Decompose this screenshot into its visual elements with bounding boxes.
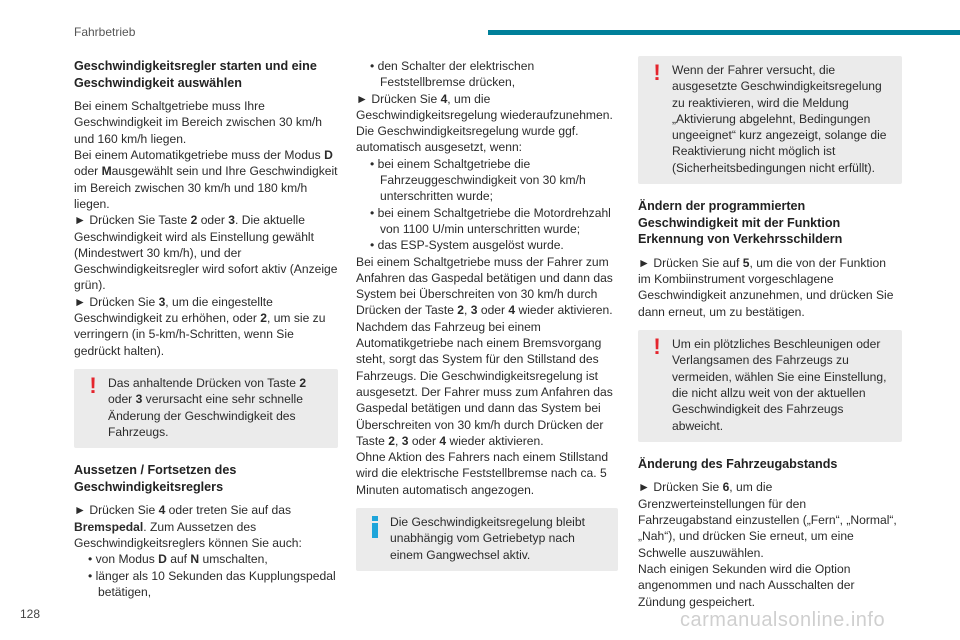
paragraph-start	[74, 98, 338, 359]
column-middle	[356, 58, 618, 585]
heading-start-cruise-control: Geschwindigkeitsregler starten und eine Geschwindigkeit auswählen	[74, 59, 317, 90]
list-item-parking-brake: • den Schalter der elektrischen Feststellbremse drücken,	[370, 59, 535, 90]
warning-note-sudden-acceleration	[638, 330, 902, 442]
heading-suspend-resume: Aussetzen / Fortsetzen des Geschwindigkeitsreglers	[74, 463, 237, 494]
paragraph-distance: ► Drücken Sie 6, um die Grenzwerteinstellungen für den Fahrzeugabstand einzustellen („Fern“, „Normal“, „Nah“), und drücken Sie erneut, um eine Schwelle auszuwählen. Nach einigen Sekunden wird die Option angenommen und nach Ausschalten der Zündung gespeichert.	[638, 479, 902, 609]
warning-note-text: Das anhaltende Drücken von Taste 2 oder 3 verursacht eine sehr schnelle Änderung der Geschwindigkeit des Fahrzeugs.	[108, 375, 307, 439]
paragraph-suspend: ► Drücken Sie 4 oder treten Sie auf das Bremspedal. Zum Aussetzen des Geschwindigkeitsreglers können Sie auch: • von Modus D auf N umschalten, • länger als 10 Sekunden das Kupplungspedal betätigen,	[74, 502, 338, 600]
heading-traffic-sign-speed: Ändern der programmierten Geschwindigkeit mit der Funktion Erkennung von Verkehrsschildern	[638, 199, 843, 247]
list-item-speed-below: • bei einem Schaltgetriebe die Fahrzeuggeschwindigkeit von 30 km/h unterschritten wurde;	[370, 156, 586, 204]
exclamation-icon: !	[89, 372, 97, 398]
list-item-mode-d-n: • von Modus D auf N umschalten,	[88, 552, 268, 567]
warning-note-continuous-press	[74, 369, 338, 448]
list-item-esp: • das ESP-System ausgelöst wurde.	[370, 238, 564, 253]
info-icon	[368, 516, 382, 538]
exclamation-icon: !	[653, 60, 661, 85]
text-manual-restart: Bei einem Schaltgetriebe muss der Fahrer zum Anfahren das Gaspedal betätigen und dann das System bei Überschreiten von 30 km/h durch Drücken der Taste 2, 3 oder 4 wieder aktivieren.	[356, 254, 613, 318]
text-press-button-3: ► Drücken Sie 3, um die eingestellte Geschwindigkeit zu erhöhen, oder 2, um sie zu verringern (in 5-km/h-Schritten, wenn Sie gedrückt halten).	[74, 294, 326, 358]
warning-note-reactivation	[638, 56, 902, 184]
section-header: Fahrbetrieb	[74, 25, 136, 39]
info-note-gear-change	[356, 508, 618, 571]
text-auto-suspended: Die Geschwindigkeitsregelung wurde ggf. automatisch ausgesetzt, wenn:	[356, 124, 579, 155]
watermark: carmanualsonline.info	[680, 609, 886, 631]
text-press-button-2-3: ► Drücken Sie Taste 2 oder 3. Die aktuelle Geschwindigkeit wird als Einstellung gewählt (Mindestwert 30 km/h), und der Geschwindigkeitsregler wird sofort aktiv (Anzeige grün).	[74, 213, 338, 293]
warning-note-text: Um ein plötzliches Beschleunigen oder Verlangsamen des Fahrzeugs zu vermeiden, wählen Sie eine Einstellung, die nicht allzu weit von der aktuellen Geschwindigkeit des Fahrzeugs abweicht.	[672, 337, 887, 433]
column-right	[638, 58, 902, 618]
column-left	[74, 58, 338, 608]
header-accent-bar	[488, 30, 960, 35]
list-item-clutch: • länger als 10 Sekunden das Kupplungspedal betätigen,	[88, 568, 336, 599]
info-note-text: Die Geschwindigkeitsregelung bleibt unabhängig vom Getriebetyp nach einem Gangwechsel aktiv.	[390, 515, 585, 562]
text-automatic-gearbox: Bei einem Automatikgetriebe muss der Modus D oder Mausgewählt sein und Ihre Geschwindigkeit im Bereich zwischen 30 km/h und 180 km/h liegen.	[74, 148, 338, 211]
text-press-4: ► Drücken Sie 4, um die Geschwindigkeitsregelung wiederaufzunehmen.	[356, 91, 613, 122]
warning-note-text: Wenn der Fahrer versucht, die ausgesetzte Geschwindigkeitsregelung zu reaktivieren, wird die Meldung „Aktivierung abgelehnt, Bedingungen ungeeignet“ kurz angezeigt, solange die Reaktivierung nicht möglich ist (Sicherheitsbedingungen nicht erfüllt).	[672, 63, 887, 175]
paragraph-press-5: ► Drücken Sie auf 5, um die von der Funktion im Kombiinstrument vorgeschlagene Geschwindigkeit anzunehmen, und drücken Sie dann erneut, um zu bestätigen.	[638, 255, 894, 319]
text-automatic-standstill: Nachdem das Fahrzeug bei einem Automatikgetriebe nach einem Bremsvorgang steht, sorgt das System für den Stillstand des Fahrzeugs. Die Geschwindigkeitsregelung ist ausgesetzt. Der Fahrer muss zum Anfahren das Gaspedal betätigen und dann das System bei Überschreiten von 30 km/h durch Drücken der Taste 2, 3 oder 4 wieder aktivieren.	[356, 319, 613, 448]
heading-vehicle-distance: Änderung des Fahrzeugabstands	[638, 456, 838, 471]
text-manual-gearbox: Bei einem Schaltgetriebe muss Ihre Geschwindigkeit im Bereich zwischen 30 km/h und 160 km/h liegen.	[74, 99, 323, 146]
page-number: 128	[20, 607, 41, 621]
paragraph-resume	[356, 58, 618, 498]
text-option-saved: Nach einigen Sekunden wird die Option angenommen und nach Ausschalten der Zündung gespeichert.	[638, 561, 855, 609]
list-item-rpm-below: • bei einem Schaltgetriebe die Motordrehzahl von 1100 U/min unterschritten wurde;	[370, 205, 611, 236]
exclamation-icon: !	[653, 334, 661, 360]
text-parking-brake-auto: Ohne Aktion des Fahrers nach einem Stillstand wird die elektrische Feststellbremse nach ca. 5 Minuten automatisch angezogen.	[356, 450, 609, 497]
